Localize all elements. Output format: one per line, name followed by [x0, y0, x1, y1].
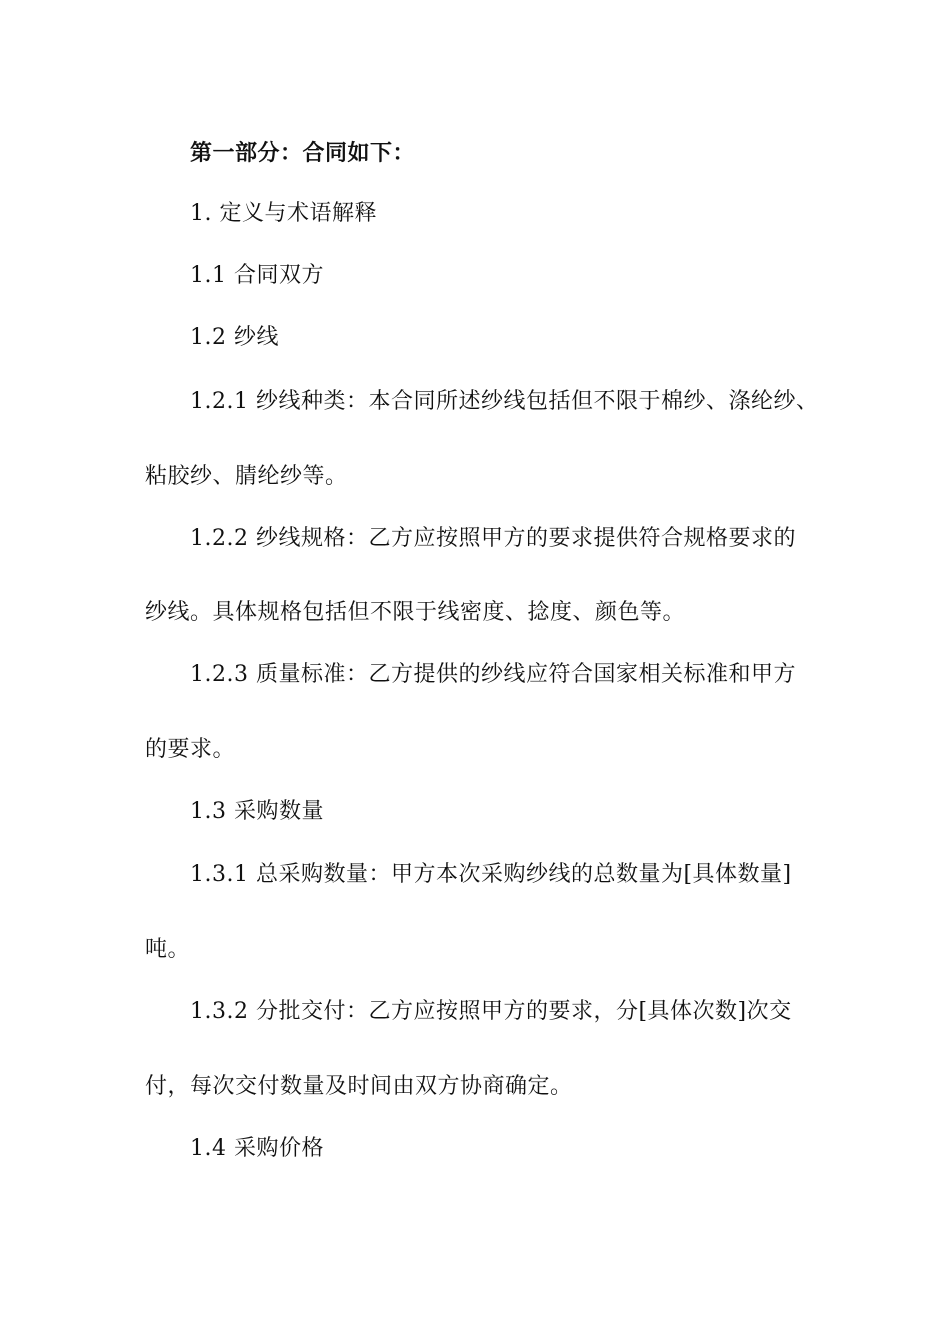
clause-1-2-2-line-2: 纱线。具体规格包括但不限于线密度、捻度、颜色等。 [145, 600, 686, 625]
clause-1-2-3-line-2: 的要求。 [145, 737, 236, 762]
clause-1-title: 1. 定义与术语解释 [190, 201, 377, 226]
clause-1-3-2-line-2: 付，每次交付数量及时间由双方协商确定。 [145, 1074, 573, 1099]
clause-1-2-3-line-1: 1.2.3 质量标准：乙方提供的纱线应符合国家相关标准和甲方 [190, 662, 796, 687]
clause-1-4-title: 1.4 采购价格 [190, 1136, 324, 1161]
clause-1-1-title: 1.1 合同双方 [190, 263, 324, 288]
clause-1-3-2-line-1: 1.3.2 分批交付：乙方应按照甲方的要求，分[具体次数]次交 [190, 999, 792, 1024]
clause-1-2-title: 1.2 纱线 [190, 325, 279, 350]
section-heading: 第一部分：合同如下： [190, 140, 416, 166]
clause-1-3-title: 1.3 采购数量 [190, 799, 324, 824]
clause-1-3-1-line-1: 1.3.1 总采购数量：甲方本次采购纱线的总数量为[具体数量] [190, 862, 792, 887]
clause-1-2-1-line-1: 1.2.1 纱线种类：本合同所述纱线包括但不限于棉纱、涤纶纱、 [190, 389, 819, 414]
clause-1-2-2-line-1: 1.2.2 纱线规格：乙方应按照甲方的要求提供符合规格要求的 [190, 526, 796, 551]
clause-1-3-1-line-2: 吨。 [145, 937, 191, 962]
clause-1-2-1-line-2: 粘胶纱、腈纶纱等。 [145, 464, 348, 489]
